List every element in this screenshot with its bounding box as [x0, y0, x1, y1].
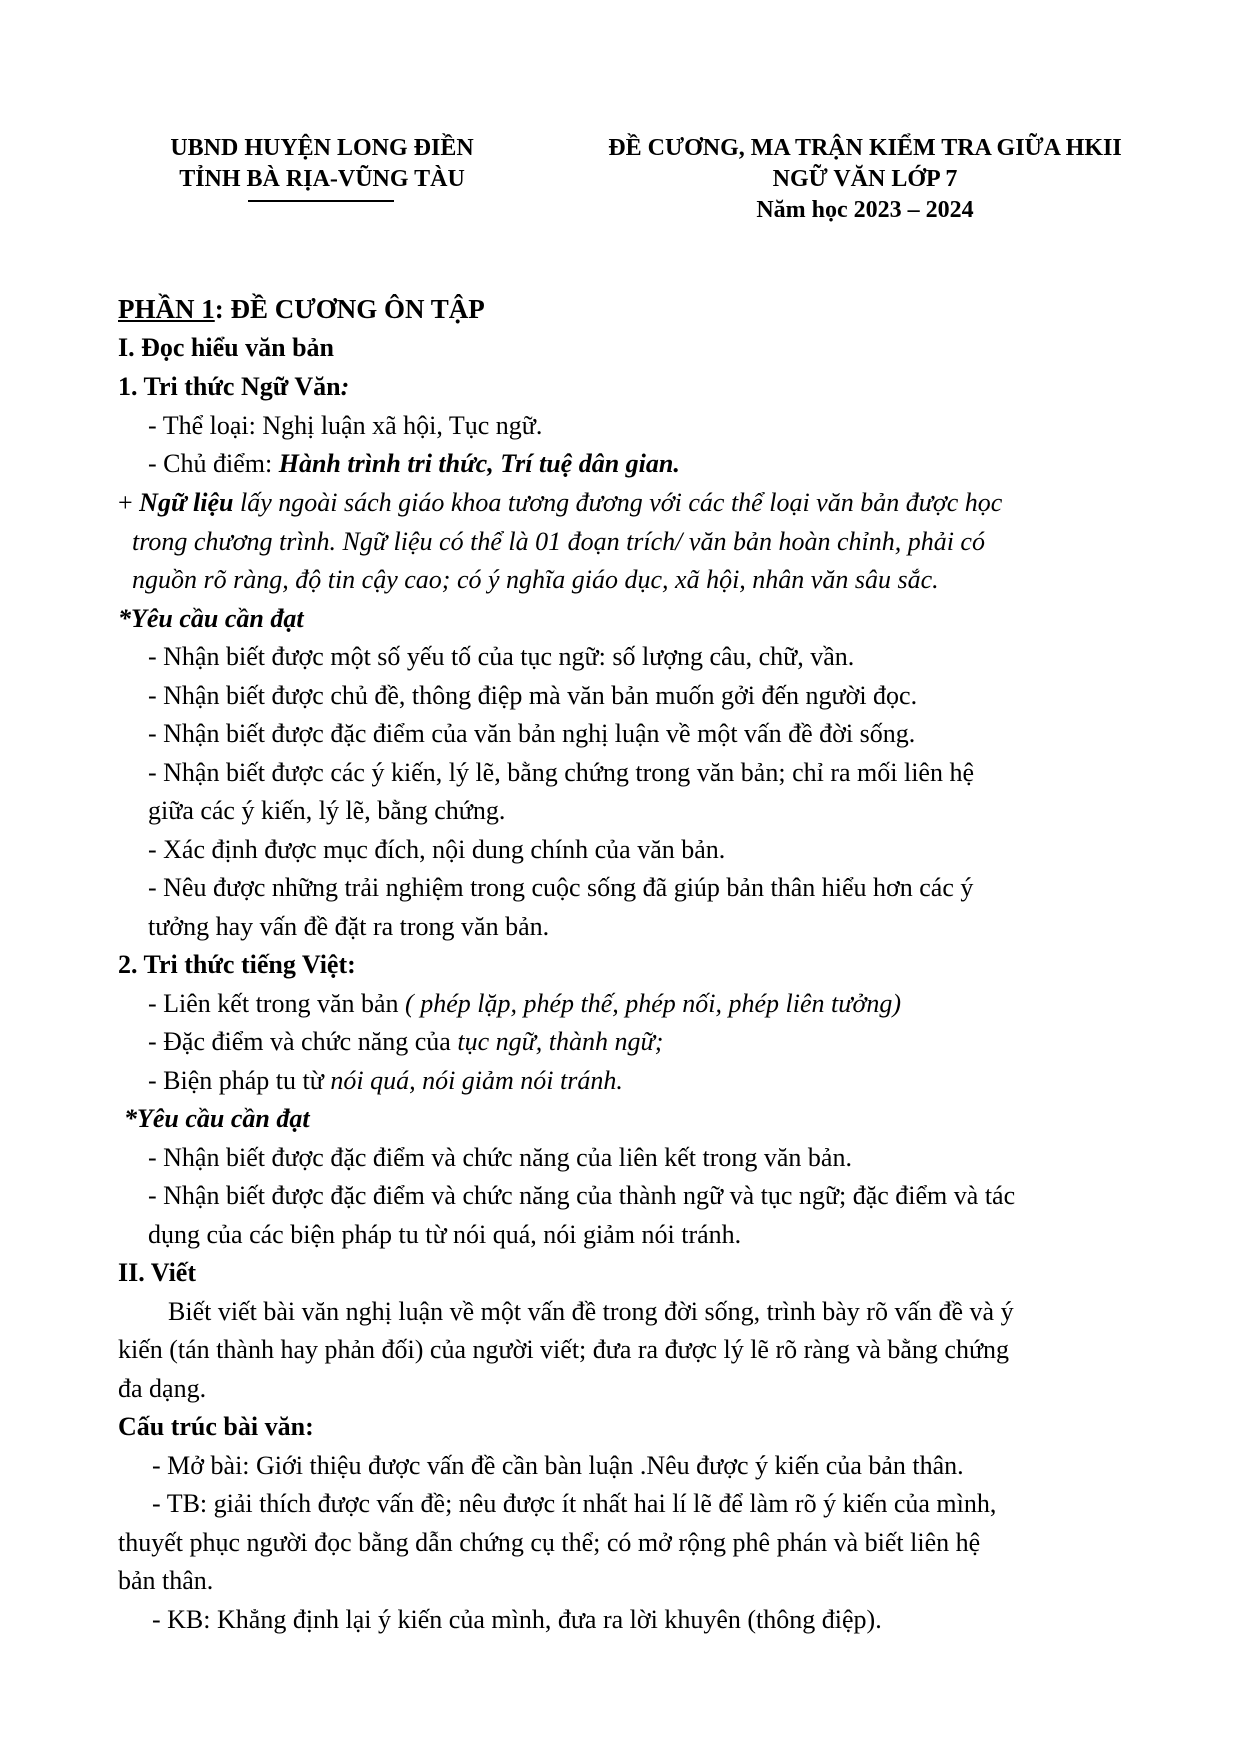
rhetoric-prefix: - Biện pháp tu từ: [148, 1066, 331, 1095]
header-underline: [248, 200, 394, 202]
sub1-colon: :: [340, 372, 350, 401]
material-line-1: [118, 486, 1002, 520]
requirement2-item: - Nhận biết được đặc điểm và chức năng của thành ngữ và tục ngữ; đặc điểm và tác: [148, 1181, 1016, 1210]
feature-italic: tục ngữ, thành ngữ;: [457, 1027, 664, 1056]
subject-title: NGỮ VĂN LỚP 7: [772, 166, 958, 192]
structure-item: bản thân.: [118, 1566, 214, 1595]
rhetoric-italic: nói quá, nói giảm nói tránh.: [330, 1066, 623, 1095]
theme-value: Hành trình tri thức, Trí tuệ dân gian.: [278, 449, 680, 478]
sub1-title: 1. Tri thức Ngữ Văn: [118, 372, 341, 401]
structure-item: thuyết phục người đọc bằng dẫn chứng cụ thể; có mở rộng phê phán và biết liên hệ: [118, 1528, 981, 1557]
theme-prefix: - Chủ điểm:: [148, 449, 279, 478]
genre-line: - Thể loại: Nghị luận xã hội, Tục ngữ.: [148, 411, 543, 440]
structure-item: - Mở bài: Giới thiệu được vấn đề cần bàn luận .Nêu được ý kiến của bản thân.: [152, 1451, 964, 1480]
requirement-item: - Nêu được những trải nghiệm trong cuộc sống đã giúp bản thân hiểu hơn các ý: [148, 873, 974, 902]
requirement-item: - Xác định được mục đích, nội dung chính của văn bản.: [148, 835, 726, 864]
sub1-heading: [118, 370, 349, 404]
part1-heading: [118, 292, 485, 326]
requirement2-item: - Nhận biết được đặc điểm và chức năng của liên kết trong văn bản.: [148, 1143, 852, 1172]
part1-title: : ĐỀ CƯƠNG ÔN TẬP: [214, 294, 485, 324]
requirement-item: - Nhận biết được đặc điểm của văn bản nghị luận về một vấn đề đời sống.: [148, 719, 916, 748]
requirement-item: - Nhận biết được một số yếu tố của tục ngữ: số lượng câu, chữ, vần.: [148, 642, 855, 671]
feature-line: [148, 1025, 663, 1059]
structure-title: Cấu trúc bài văn:: [118, 1412, 314, 1441]
document-title: ĐỀ CƯƠNG, MA TRẬN KIỂM TRA GIỮA HKII: [608, 135, 1122, 161]
link-italic: ( phép lặp, phép thế, phép nối, phép liên tưởng): [405, 989, 901, 1018]
link-prefix: - Liên kết trong văn bản: [148, 989, 406, 1018]
requirements2-title: *Yêu cầu cần đạt: [124, 1104, 310, 1133]
structure-item: - KB: Khẳng định lại ý kiến của mình, đưa ra lời khuyên (thông điệp).: [152, 1605, 882, 1634]
material-line-3: nguồn rõ ràng, độ tin cậy cao; có ý nghĩa giáo dục, xã hội, nhân văn sâu sắc.: [132, 565, 939, 594]
rhetoric-line: [148, 1064, 623, 1098]
requirements-title: *Yêu cầu cần đạt: [118, 604, 304, 633]
district-name: UBND HUYỆN LONG ĐIỀN: [170, 135, 474, 161]
section2-title: II. Viết: [118, 1258, 196, 1287]
structure-item: - TB: giải thích được vấn đề; nêu được ít nhất hai lí lẽ để làm rõ ý kiến của mình,: [152, 1489, 997, 1518]
writing-paragraph: kiến (tán thành hay phản đối) của người viết; đưa ra được lý lẽ rõ ràng và bằng chứng: [118, 1335, 1010, 1364]
sub2-title: 2. Tri thức tiếng Việt:: [118, 950, 356, 979]
requirement-item: - Nhận biết được các ý kiến, lý lẽ, bằng chứng trong văn bản; chỉ ra mối liên hệ: [148, 758, 975, 787]
theme-line: [148, 447, 680, 481]
requirement2-item: dụng của các biện pháp tu từ nói quá, nói giảm nói tránh.: [148, 1220, 742, 1249]
material-bold: Ngữ liệu: [139, 488, 234, 517]
province-name: TỈNH BÀ RỊA-VŨNG TÀU: [179, 166, 465, 192]
feature-prefix: - Đặc điểm và chức năng của: [148, 1027, 458, 1056]
requirement-item: tưởng hay vấn đề đặt ra trong văn bản.: [148, 912, 550, 941]
section1-title: I. Đọc hiểu văn bản: [118, 333, 334, 362]
header-right: [555, 133, 1175, 226]
link-line: [148, 987, 901, 1021]
writing-paragraph: Biết viết bài văn nghị luận về một vấn đề trong đời sống, trình bày rõ vấn đề và ý: [168, 1297, 1014, 1326]
part1-label: PHẦN 1: [118, 294, 215, 324]
header-left: [132, 133, 512, 195]
material-plus: +: [118, 488, 140, 517]
requirement-item: - Nhận biết được chủ đề, thông điệp mà văn bản muốn gởi đến người đọc.: [148, 681, 918, 710]
requirement-item: giữa các ý kiến, lý lẽ, bằng chứng.: [148, 796, 506, 825]
material-line-2: trong chương trình. Ngữ liệu có thể là 01 đoạn trích/ văn bản hoàn chỉnh, phải có: [132, 527, 985, 556]
material-text-1: lấy ngoài sách giáo khoa tương đương với các thể loại văn bản được học: [233, 488, 1003, 517]
writing-paragraph: đa dạng.: [118, 1374, 207, 1403]
school-year: Năm học 2023 – 2024: [756, 197, 974, 223]
